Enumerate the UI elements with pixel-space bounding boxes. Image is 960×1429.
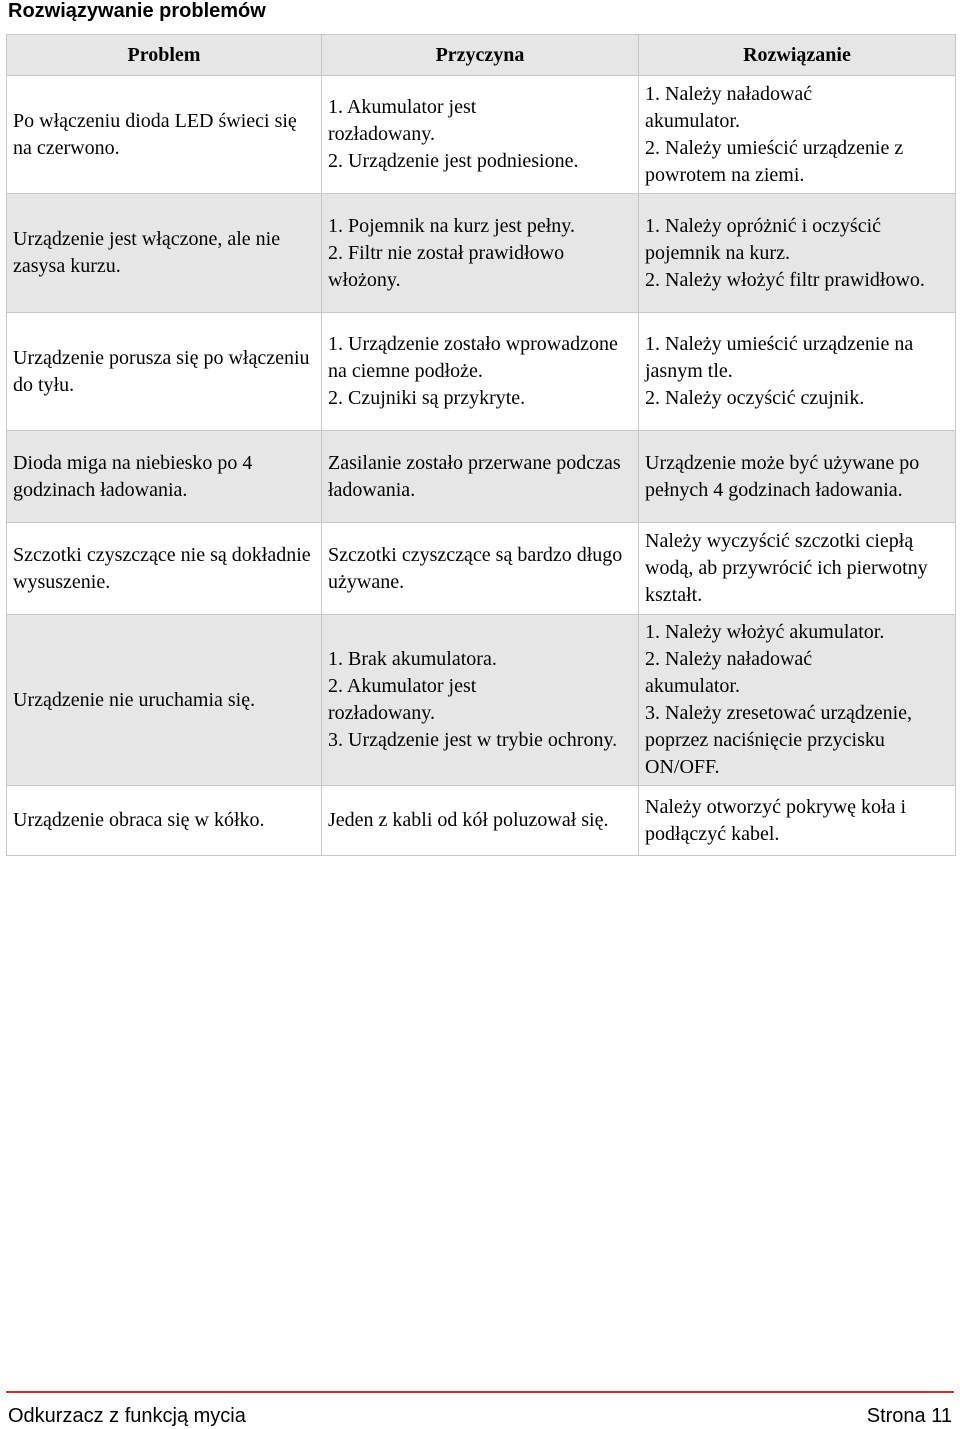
problem-cell: Urządzenie jest włączone, ale nie zasysa kurzu. xyxy=(7,194,322,313)
table-row xyxy=(7,431,956,523)
table-row xyxy=(7,523,956,615)
footer-page-number: Strona 11 xyxy=(866,1405,952,1427)
cause-cell: Zasilanie zostało przerwane podczas ładowania. xyxy=(322,431,639,523)
cause-cell: 1. Akumulator jest rozładowany. 2. Urządzenie jest podniesione. xyxy=(322,76,639,194)
table-row xyxy=(7,76,956,194)
cause-cell: Szczotki czyszczące są bardzo długo używane. xyxy=(322,523,639,615)
cause-cell: Jeden z kabli od kół poluzował się. xyxy=(322,786,639,856)
page-footer xyxy=(6,1391,954,1427)
solution-cell: Urządzenie może być używane po pełnych 4 godzinach ładowania. xyxy=(639,431,956,523)
cause-cell: 1. Pojemnik na kurz jest pełny. 2. Filtr nie został prawidłowo włożony. xyxy=(322,194,639,313)
table-row xyxy=(7,786,956,856)
table-row xyxy=(7,313,956,431)
table-row xyxy=(7,615,956,786)
solution-cell: 1. Należy opróżnić i oczyścić pojemnik na kurz. 2. Należy włożyć filtr prawidłowo. xyxy=(639,194,956,313)
header-problem: Problem xyxy=(7,35,322,76)
problem-cell: Urządzenie porusza się po włączeniu do tyłu. xyxy=(7,313,322,431)
problem-cell: Dioda miga na niebiesko po 4 godzinach ładowania. xyxy=(7,431,322,523)
troubleshooting-table xyxy=(6,34,956,856)
cause-cell: 1. Brak akumulatora. 2. Akumulator jest rozładowany. 3. Urządzenie jest w trybie ochrony. xyxy=(322,615,639,786)
solution-cell: Należy otworzyć pokrywę koła i podłączyć kabel. xyxy=(639,786,956,856)
solution-cell: 1. Należy umieścić urządzenie na jasnym tle. 2. Należy oczyścić czujnik. xyxy=(639,313,956,431)
problem-cell: Urządzenie nie uruchamia się. xyxy=(7,615,322,786)
footer-document-title: Odkurzacz z funkcją mycia xyxy=(8,1405,246,1427)
header-cause: Przyczyna xyxy=(322,35,639,76)
cause-cell: 1. Urządzenie zostało wprowadzone na ciemne podłoże. 2. Czujniki są przykryte. xyxy=(322,313,639,431)
solution-cell: 1. Należy włożyć akumulator. 2. Należy naładować akumulator. 3. Należy zresetować urządzenie, poprzez naciśnięcie przycisku ON/OFF. xyxy=(639,615,956,786)
problem-cell: Po włączeniu dioda LED świeci się na czerwono. xyxy=(7,76,322,194)
table-header-row xyxy=(7,35,956,76)
table-row xyxy=(7,194,956,313)
solution-cell: Należy wyczyścić szczotki ciepłą wodą, ab przywrócić ich pierwotny kształt. xyxy=(639,523,956,615)
problem-cell: Szczotki czyszczące nie są dokładnie wysuszenie. xyxy=(7,523,322,615)
section-title: Rozwiązywanie problemów xyxy=(8,0,266,22)
problem-cell: Urządzenie obraca się w kółko. xyxy=(7,786,322,856)
solution-cell: 1. Należy naładować akumulator. 2. Należy umieścić urządzenie z powrotem na ziemi. xyxy=(639,76,956,194)
header-solution: Rozwiązanie xyxy=(639,35,956,76)
